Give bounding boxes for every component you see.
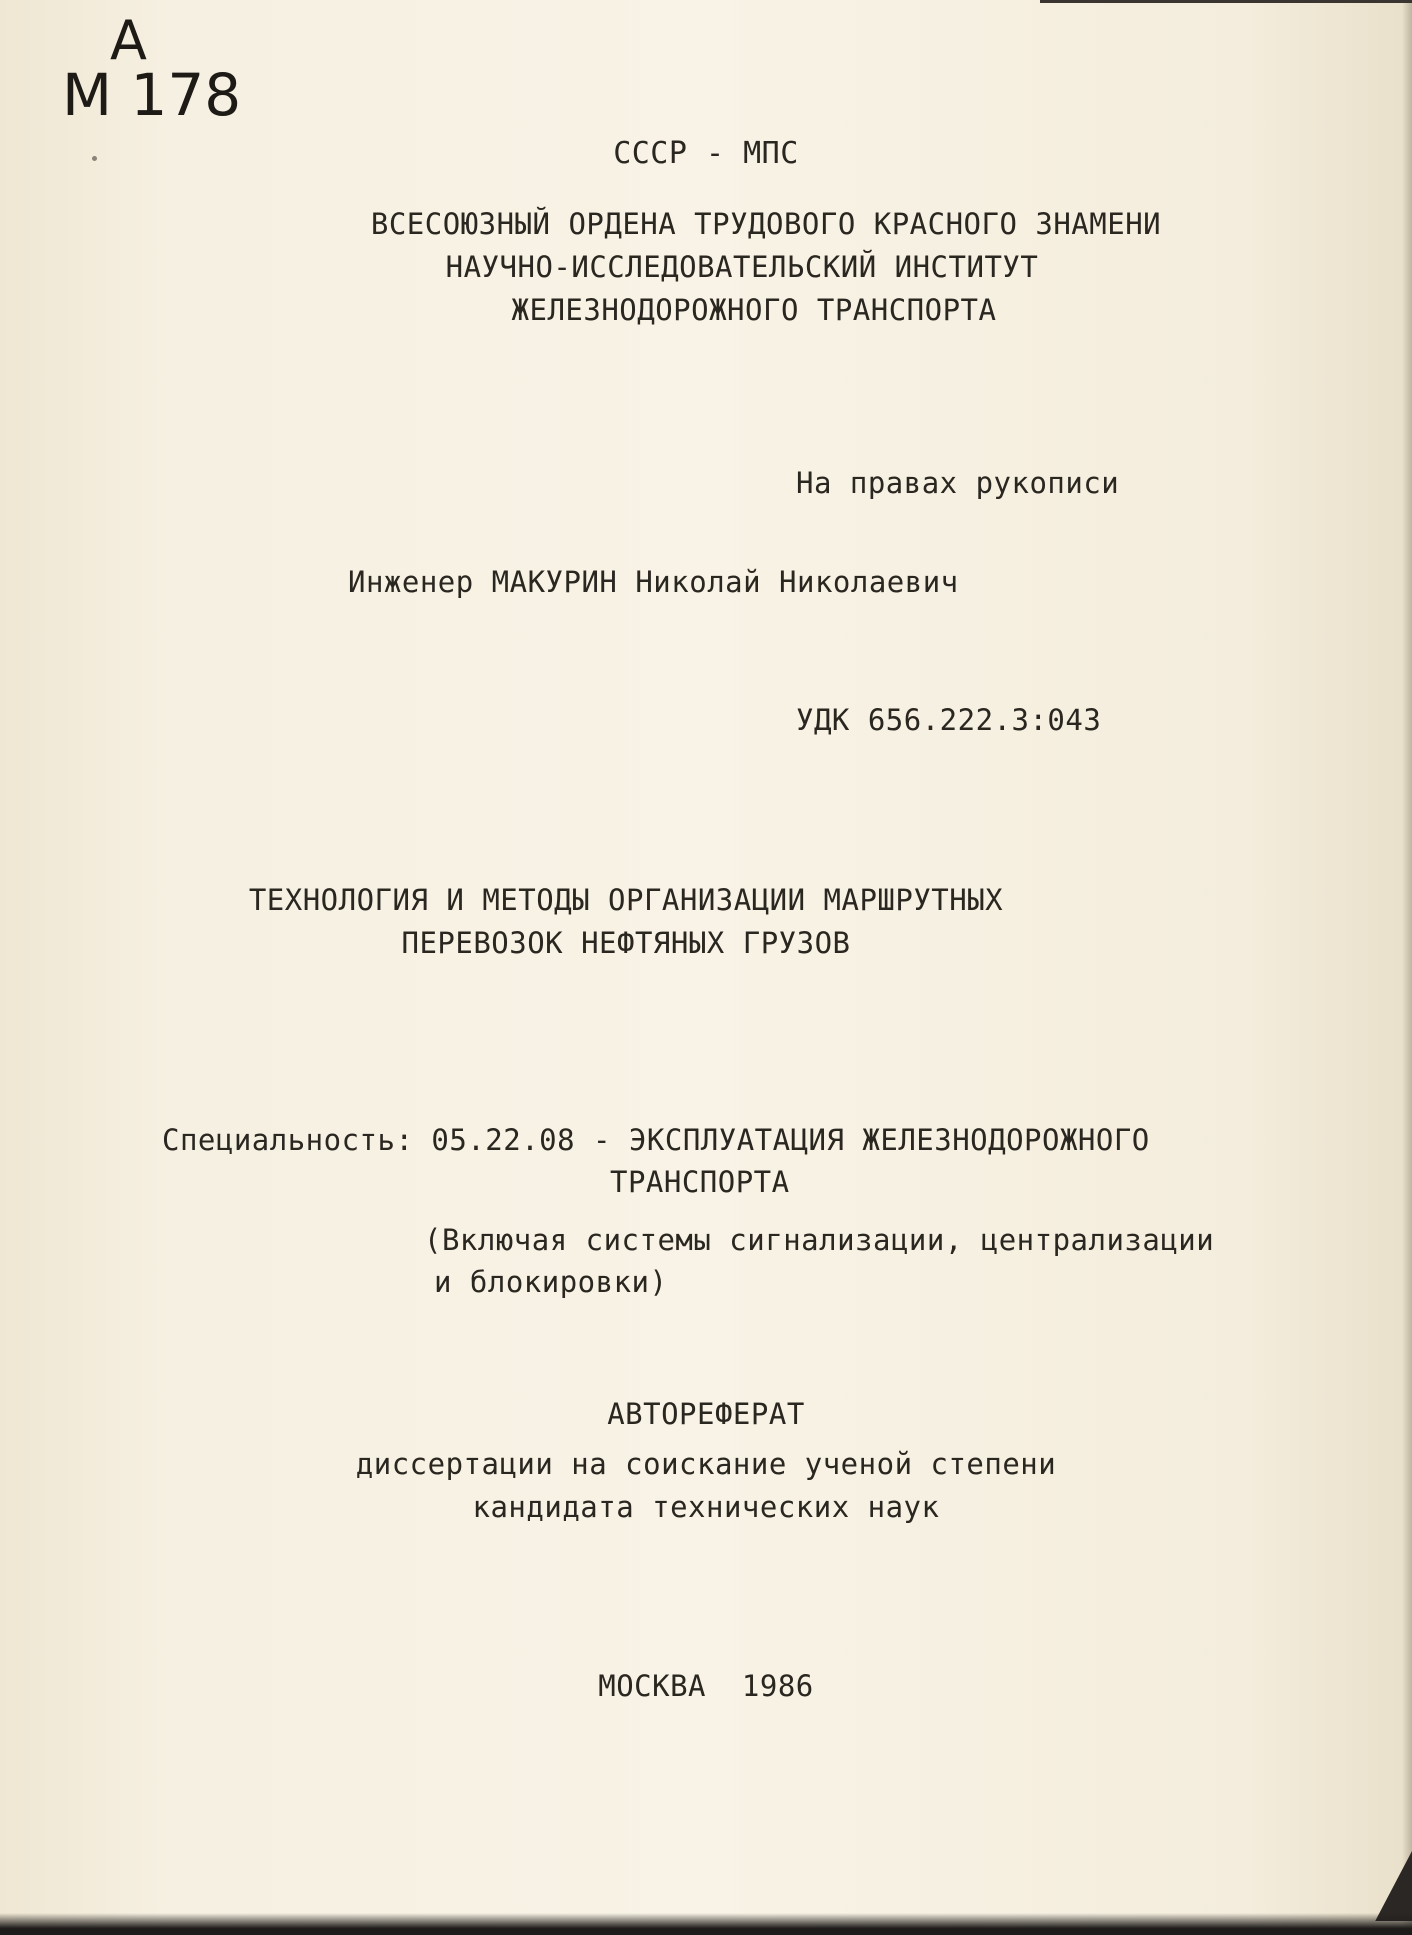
handwritten-letter: А xyxy=(110,9,148,72)
institute-line-1: ВСЕСОЮЗНЫЙ ОРДЕНА ТРУДОВОГО КРАСНОГО ЗНАМЕНИ xyxy=(370,207,1162,241)
udc-code: УДК 656.222.3:043 xyxy=(796,703,1102,737)
page-right-edge xyxy=(1402,0,1412,1935)
specialty-note-1: (Включая системы сигнализации, централизации xyxy=(424,1223,1215,1257)
page-bottom-edge xyxy=(0,1913,1412,1935)
institute-line-2: НАУЧНО-ИССЛЕДОВАТЕЛЬСКИЙ ИНСТИТУТ xyxy=(445,250,1039,284)
title-line-1: ТЕХНОЛОГИЯ И МЕТОДЫ ОРГАНИЗАЦИИ МАРШРУТНЫХ xyxy=(248,883,1004,917)
institute-line-3: ЖЕЛЕЗНОДОРОЖНОГО ТРАНСПОРТА xyxy=(511,293,997,327)
title-line-2: ПЕРЕВОЗОК НЕФТЯНЫХ ГРУЗОВ xyxy=(401,926,851,960)
author-line: Инженер МАКУРИН Николай Николаевич xyxy=(348,565,959,599)
specialty-line-2: ТРАНСПОРТА xyxy=(610,1165,790,1199)
page-top-edge xyxy=(1040,0,1412,11)
specialty-line-1: Специальность: 05.22.08 - ЭКСПЛУАТАЦИЯ ЖЕЛЕЗНОДОРОЖНОГО xyxy=(162,1123,1150,1157)
rights-note: На правах рукописи xyxy=(796,466,1120,500)
place-year: МОСКВА 1986 xyxy=(598,1669,814,1703)
specialty-note-2: и блокировки) xyxy=(434,1265,668,1299)
org-line: СССР - МПС xyxy=(613,136,799,171)
handwritten-number: М 178 xyxy=(62,61,242,129)
abstract-heading: АВТОРЕФЕРАТ xyxy=(607,1397,805,1431)
abstract-line-1: диссертации на соискание ученой степени xyxy=(355,1447,1057,1481)
abstract-line-2: кандидата технических наук xyxy=(472,1490,940,1524)
